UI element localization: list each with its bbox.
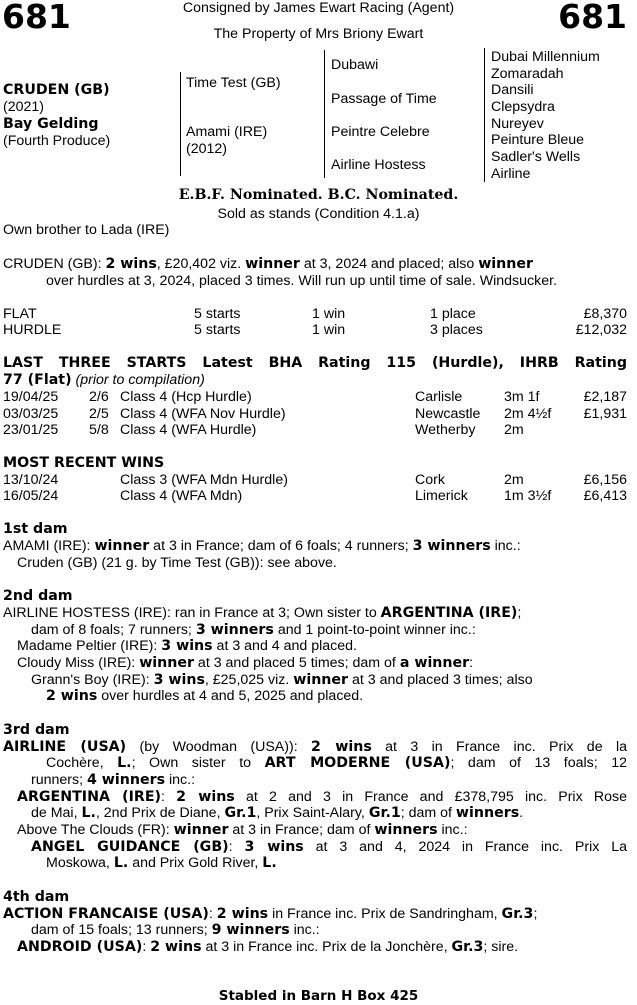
- produce: (Fourth Produce): [3, 133, 111, 149]
- g4-ancestor: Peinture Bleue: [491, 132, 585, 148]
- second-dam-line-2: dam of 8 foals; 7 runners; 3 winners and 1 point-to-point winner inc.:: [31, 622, 476, 638]
- fourth-dam-line-2: dam of 15 foals; 13 runners; 9 winners inc.:: [31, 922, 320, 938]
- record-prize: £8,370: [583, 306, 627, 322]
- win-prize: £6,413: [583, 488, 627, 504]
- start-distance: 2m: [504, 422, 524, 438]
- fourth-dam-line-1: ACTION FRANCAISE (USA): 2 wins in France inc. Prix de Sandringham, Gr.3;: [3, 906, 538, 922]
- third-dam-line-4: ARGENTINA (IRE): 2 wins at 2 and 3 in France and £378,795 inc. Prix Rose: [17, 789, 627, 805]
- g4-ancestor: Zomaradah: [491, 66, 564, 82]
- horse-name: CRUDEN (GB): [3, 82, 110, 98]
- start-position: 2/6: [89, 389, 109, 405]
- sire-dam: Passage of Time: [331, 91, 437, 107]
- g4-ancestor: Dubai Millennium: [491, 49, 600, 65]
- start-date: 19/04/25: [3, 389, 59, 405]
- last-starts-heading: LAST THREE STARTS Latest BHA Rating 115 (Hurdle), IHRB Rating: [3, 355, 627, 371]
- win-race: Class 4 (WFA Mdn): [120, 488, 243, 504]
- dam: Amami (IRE): [186, 124, 268, 140]
- second-dam-line-3: Madame Peltier (IRE): 3 wins at 3 and 4 and placed.: [17, 638, 357, 654]
- third-dam-line-6: Above The Clouds (FR): winner at 3 in France; dam of winners inc.:: [17, 822, 468, 838]
- fourth-dam-line-3: ANDROID (USA): 2 wins at 3 in France inc. Prix de la Jonchère, Gr.3; sire.: [17, 939, 519, 955]
- summary-line-2: over hurdles at 3, 2024, placed 3 times. Will run up until time of sale. Windsucker.: [46, 273, 557, 289]
- first-dam-line-1: AMAMI (IRE): winner at 3 in France; dam of 6 foals; 4 runners; 3 winners inc.:: [3, 538, 521, 554]
- win-race: Class 3 (WFA Mdn Hurdle): [120, 472, 288, 488]
- win-distance: 1m 3½f: [504, 488, 552, 504]
- second-dam-line-5: Grann's Boy (IRE): 3 wins, £25,025 viz. winner at 3 and placed 3 times; also: [31, 672, 533, 688]
- horse-sex: Bay Gelding: [3, 116, 99, 132]
- start-race: Class 4 (WFA Hurdle): [120, 422, 257, 438]
- third-dam-line-2: Cochère, L.; Own sister to ART MODERNE (USA); dam of 13 foals; 12: [46, 755, 627, 771]
- start-race: Class 4 (WFA Nov Hurdle): [120, 406, 286, 422]
- third-dam-line-1: AIRLINE (USA) (by Woodman (USA)): 2 wins at 3 in France inc. Prix de la: [3, 739, 627, 755]
- start-date: 23/01/25: [3, 422, 59, 438]
- third-dam-line-5: de Mai, L., 2nd Prix de Diane, Gr.1, Prix Saint-Alary, Gr.1; dam of winners.: [31, 805, 524, 821]
- third-dam-line-7: ANGEL GUIDANCE (GB): 3 wins at 3 and 4, 2024 in France inc. Prix La: [31, 839, 627, 855]
- last-starts-heading-2: 77 (Flat) (prior to compilation): [3, 372, 205, 388]
- g4-ancestor: Sadler's Wells: [491, 149, 581, 165]
- lot-number-right: 681: [558, 0, 627, 36]
- start-course: Wetherby: [415, 422, 476, 438]
- horse-year: (2021): [3, 99, 45, 115]
- start-distance: 2m 4½f: [504, 406, 552, 422]
- stabling-info: Stabled in Barn H Box 425: [218, 988, 419, 1004]
- dam-sire: Peintre Celebre: [331, 124, 430, 140]
- sale-condition: Sold as stands (Condition 4.1.a): [217, 206, 420, 222]
- start-race: Class 4 (Hcp Hurdle): [120, 389, 252, 405]
- owner: The Property of Mrs Briony Ewart: [213, 26, 424, 42]
- nominations: E.B.F. Nominated. B.C. Nominated.: [178, 187, 459, 203]
- sire: Time Test (GB): [186, 75, 281, 91]
- pedigree-bracket-2: [324, 50, 325, 178]
- recent-wins-heading: MOST RECENT WINS: [3, 455, 165, 471]
- record-type: HURDLE: [3, 322, 62, 338]
- start-date: 03/03/25: [3, 406, 59, 422]
- pedigree-bracket-3: [484, 48, 485, 182]
- record-type: FLAT: [3, 306, 37, 322]
- g4-ancestor: Nureyev: [491, 116, 544, 132]
- third-dam-line-8: Moskowa, L. and Prix Gold River, L.: [46, 855, 277, 871]
- win-distance: 2m: [504, 472, 524, 488]
- start-course: Carlisle: [415, 389, 463, 405]
- fourth-dam-heading: 4th dam: [3, 889, 70, 905]
- start-position: 5/8: [89, 422, 109, 438]
- first-dam-heading: 1st dam: [3, 521, 68, 537]
- start-distance: 3m 1f: [504, 389, 540, 405]
- record-places: 1 place: [430, 306, 476, 322]
- win-date: 16/05/24: [3, 488, 59, 504]
- record-starts: 5 starts: [194, 322, 241, 338]
- record-wins: 1 win: [312, 322, 346, 338]
- consignor: Consigned by James Ewart Racing (Agent): [182, 0, 455, 16]
- win-date: 13/10/24: [3, 472, 59, 488]
- record-places: 3 places: [430, 322, 483, 338]
- record-wins: 1 win: [312, 306, 346, 322]
- summary-line-1: CRUDEN (GB): 2 wins, £20,402 viz. winner at 3, 2024 and placed; also winner: [3, 256, 533, 272]
- second-dam-heading: 2nd dam: [3, 588, 73, 604]
- second-dam-line-6: 2 wins over hurdles at 4 and 5, 2025 and placed.: [46, 688, 364, 704]
- first-dam-line-2: Cruden (GB) (21 g. by Time Test (GB)): see above.: [17, 555, 337, 571]
- third-dam-line-3: runners; 4 winners inc.:: [31, 772, 196, 788]
- dam-year: (2012): [186, 141, 228, 157]
- win-prize: £6,156: [583, 472, 627, 488]
- g4-ancestor: Airline: [491, 166, 531, 182]
- sire-sire: Dubawi: [331, 57, 379, 73]
- second-dam-line-1: AIRLINE HOSTESS (IRE): ran in France at 3; Own sister to ARGENTINA (IRE);: [3, 605, 522, 621]
- start-prize: £1,931: [583, 406, 627, 422]
- record-starts: 5 starts: [194, 306, 241, 322]
- start-position: 2/5: [89, 406, 109, 422]
- start-course: Newcastle: [415, 406, 481, 422]
- g4-ancestor: Dansili: [491, 82, 534, 98]
- second-dam-line-4: Cloudy Miss (IRE): winner at 3 and placed 5 times; dam of a winner:: [17, 655, 474, 671]
- record-prize: £12,032: [575, 322, 627, 338]
- g4-ancestor: Clepsydra: [491, 99, 555, 115]
- sibling-note: Own brother to Lada (IRE): [3, 222, 170, 238]
- win-course: Limerick: [415, 488, 468, 504]
- win-course: Cork: [415, 472, 445, 488]
- lot-number-left: 681: [2, 0, 71, 36]
- third-dam-heading: 3rd dam: [3, 722, 70, 738]
- pedigree-bracket-1: [180, 72, 181, 176]
- dam-dam: Airline Hostess: [331, 157, 426, 173]
- start-prize: £2,187: [583, 389, 627, 405]
